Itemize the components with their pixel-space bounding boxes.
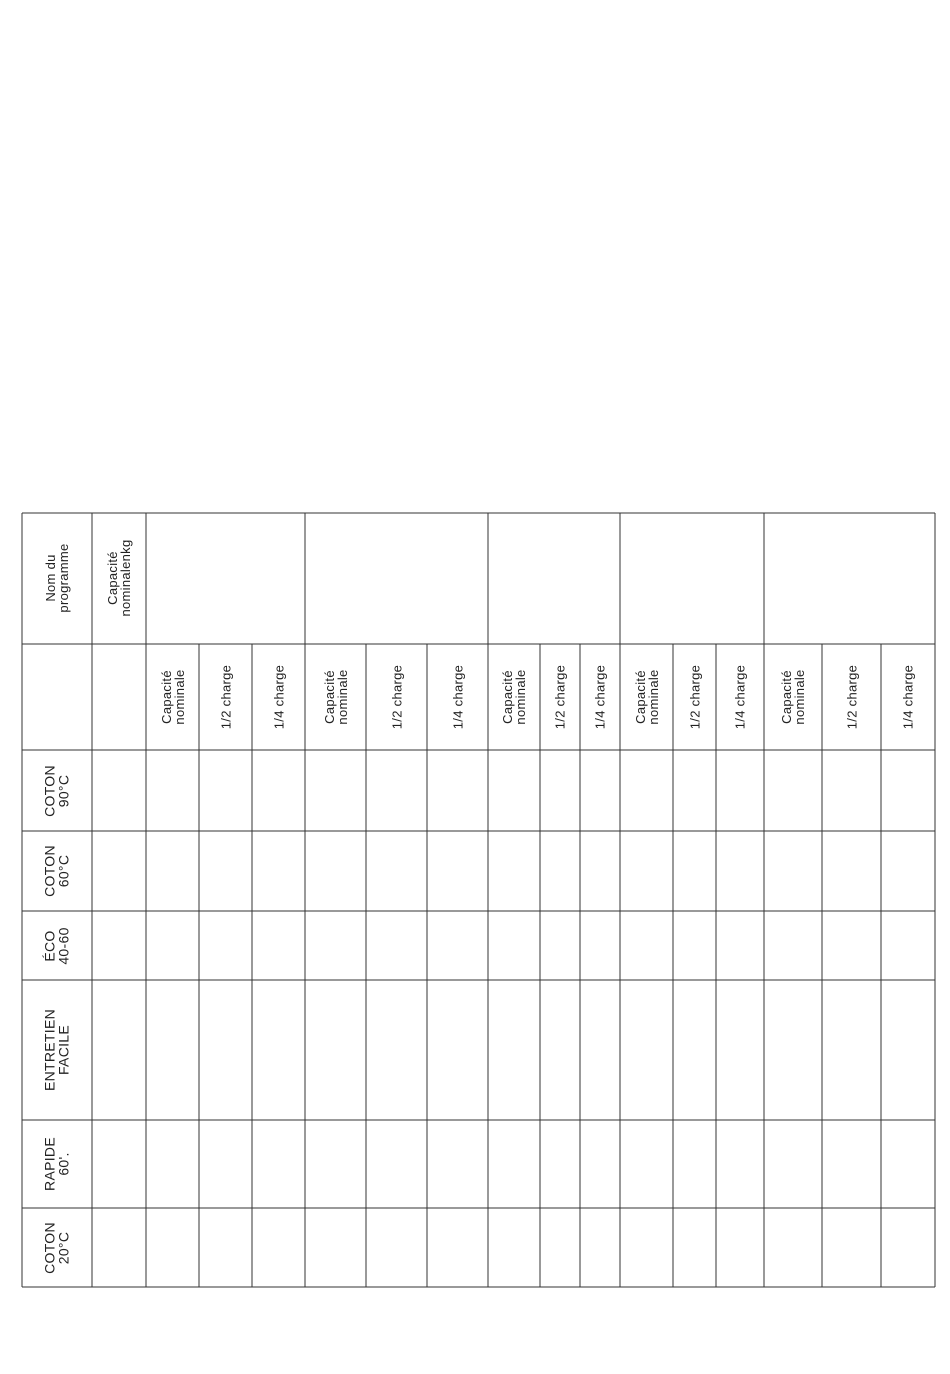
header-rated-capacity: Capacité nominalenkg bbox=[105, 539, 133, 617]
load-label-quarter: 1/4 charge bbox=[732, 664, 748, 730]
load-label-quarter: 1/4 charge bbox=[900, 664, 916, 730]
load-label-capacity: Capacité nominale bbox=[779, 669, 807, 725]
program-row-label: COTON 90°C bbox=[41, 764, 71, 817]
load-label-capacity: Capacité nominale bbox=[500, 669, 528, 725]
load-label-half: 1/2 charge bbox=[552, 664, 568, 730]
program-row-label: ÉCO 40-60 bbox=[41, 926, 71, 965]
load-label-quarter: 1/4 charge bbox=[271, 664, 286, 730]
load-label-capacity: Capacité nominale bbox=[632, 669, 661, 725]
program-row-label: COTON 60°C bbox=[41, 845, 71, 897]
load-label-half: 1/2 charge bbox=[218, 664, 233, 730]
load-label-capacity: Capacité nominale bbox=[321, 669, 350, 725]
load-label-half: 1/2 charge bbox=[844, 664, 859, 730]
load-label-quarter: 1/4 charge bbox=[592, 664, 608, 730]
program-row-label: RAPIDE 60'. bbox=[41, 1137, 71, 1191]
header-program-name: Nom du programme bbox=[43, 543, 71, 613]
program-row-label: ENTRETIEN FACILE bbox=[41, 1008, 71, 1092]
load-label-half: 1/2 charge bbox=[687, 664, 702, 730]
load-label-quarter: 1/4 charge bbox=[450, 664, 465, 730]
load-label-half: 1/2 charge bbox=[389, 664, 404, 730]
load-label-capacity: Capacité nominale bbox=[158, 669, 187, 725]
program-row-label: COTON 20°C bbox=[41, 1221, 71, 1274]
